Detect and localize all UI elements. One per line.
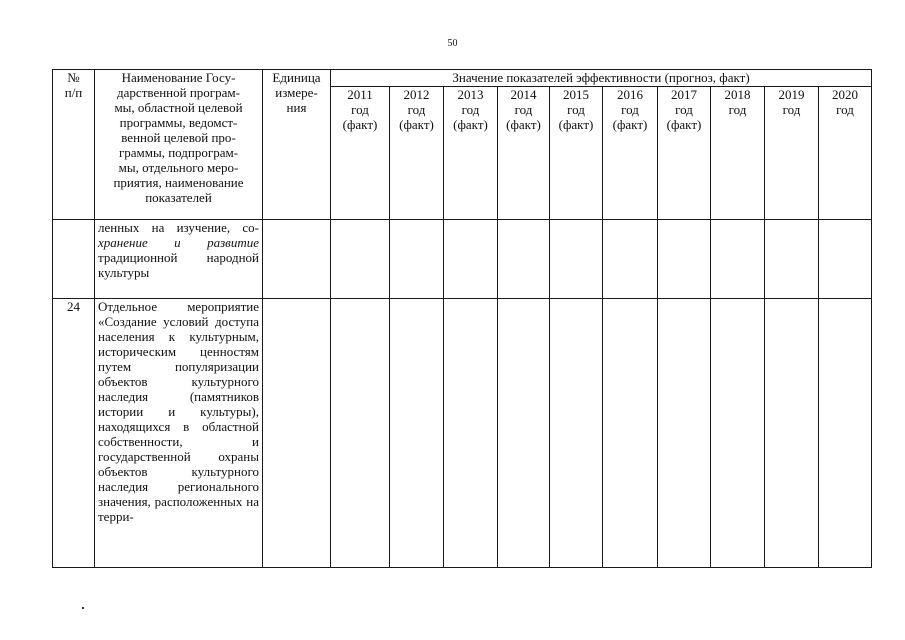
table-row [53,220,872,299]
year-label: 2018 [724,87,751,102]
year-note: (факт) [506,117,541,132]
header-name-line: Наименование Госу- [121,70,236,85]
header-unit-line: ния [286,100,307,115]
header-name-line: мы, отдельного меро- [118,160,239,175]
row-name-text: традиционной народной культуры [98,250,259,280]
header-values-group: Значение показателей эффективности (прогноз, факт) [331,70,872,87]
header-row-top [53,70,872,87]
page-number: 50 [447,38,458,49]
year-label: 2020 [832,87,859,102]
header-name-line: граммы, подпрограм- [118,145,239,160]
year-unit: год [514,102,533,117]
header-num-line: п/п [64,85,83,100]
header-year-2014 [498,87,550,220]
row-value-2018 [711,220,765,299]
row-value-2016 [603,220,658,299]
table-row [53,299,872,568]
header-name-line: показателей [145,190,212,205]
row-value-2019 [765,220,819,299]
row-name: Отдельное мероприятие «Создание условий доступа населения к культурным, историческим ценностям путем популяризации объектов культурного наследия (памятников истории и культуры), находящихся в областной собственности, и государственной охраны объектов культурного наследия регионального значения, расположенных на терри- [95,299,263,568]
row-name [95,220,263,299]
header-num [53,70,95,220]
row-unit [263,299,331,568]
year-label: 2013 [457,87,484,102]
header-year-2015 [550,87,603,220]
row-value-2015 [550,220,603,299]
year-unit: год [567,102,585,117]
row-value-2013 [444,299,498,568]
row-value-2017 [658,299,711,568]
header-unit-line: Единица [272,70,321,85]
year-unit: год [621,102,639,117]
row-value-2013 [444,220,498,299]
year-note: (факт) [399,117,434,132]
header-year-2011 [331,87,390,220]
row-value-2012 [390,299,444,568]
row-unit [263,220,331,299]
header-name-line: венной целевой про- [121,130,236,145]
year-unit: год [836,102,854,117]
row-value-2017 [658,220,711,299]
header-name [95,70,263,220]
year-unit: год [728,102,747,117]
row-value-2020 [819,299,872,568]
scan-speck [82,607,84,609]
header-year-2013 [444,87,498,220]
year-unit: год [782,102,801,117]
row-value-2014 [498,299,550,568]
year-note: (факт) [666,117,702,132]
header-name-line: приятия, наименование [113,175,244,190]
header-name-line: дарственной програм- [117,85,240,100]
header-name-line: мы, областной целевой [114,100,243,115]
indicators-table [52,69,872,568]
header-year-2019 [765,87,819,220]
header-unit-line: измере- [275,85,318,100]
header-year-2016 [603,87,658,220]
row-value-2014 [498,220,550,299]
row-name-text-italic: хранение и развитие [98,235,259,250]
row-value-2020 [819,220,872,299]
year-label: 2012 [403,87,430,102]
year-label: 2015 [563,87,589,102]
row-value-2015 [550,299,603,568]
header-year-2018 [711,87,765,220]
header-unit [263,70,331,220]
year-unit: год [407,102,426,117]
header-year-2017 [658,87,711,220]
year-note: (факт) [453,117,488,132]
row-name-text: ленных на изучение, со- [98,220,259,235]
year-label: 2019 [778,87,805,102]
year-note: (факт) [342,117,378,132]
row-num [53,220,95,299]
header-year-2012 [390,87,444,220]
year-label: 2014 [510,87,537,102]
row-value-2019 [765,299,819,568]
year-label: 2016 [617,87,643,102]
header-name-line: программы, ведомст- [119,115,238,130]
year-unit: год [675,102,693,117]
row-value-2011 [331,220,390,299]
header-year-2020 [819,87,872,220]
year-unit: год [461,102,480,117]
year-label: 2017 [671,87,697,102]
year-unit: год [351,102,369,117]
row-value-2018 [711,299,765,568]
header-num-line: № [67,70,80,85]
row-value-2016 [603,299,658,568]
row-value-2012 [390,220,444,299]
year-note: (факт) [612,117,648,132]
year-label: 2011 [347,87,373,102]
row-num: 24 [53,299,95,568]
row-value-2011 [331,299,390,568]
year-note: (факт) [558,117,594,132]
